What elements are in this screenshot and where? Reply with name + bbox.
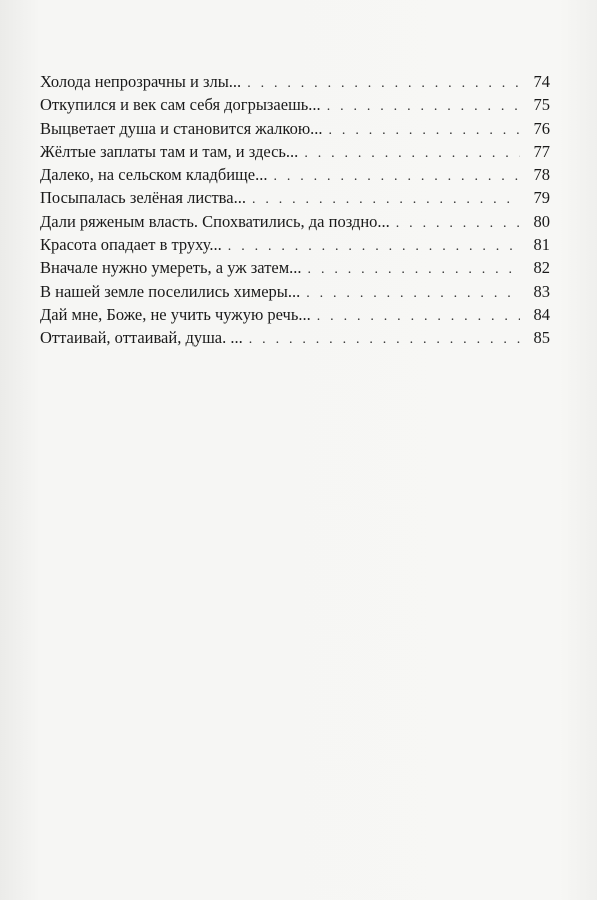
toc-entry-title: В нашей земле поселились химеры... (40, 281, 301, 301)
toc-entry-page: 81 (533, 235, 550, 255)
table-of-contents (40, 70, 550, 350)
toc-entry-page: 83 (533, 281, 550, 301)
dot-leader (228, 235, 520, 258)
toc-entry-title: Холода непрозрачны и злы... (40, 72, 242, 91)
toc-entry-title: Далеко, на сельском кладбище... (40, 165, 268, 185)
toc-entry-title: Оттаивай, оттаивай, душа. ... (40, 328, 243, 348)
toc-entry-page: 78 (533, 165, 550, 185)
toc-entry (40, 70, 550, 93)
toc-entry-page: 76 (533, 118, 550, 138)
dot-leader (317, 305, 520, 328)
toc-entry (40, 233, 550, 256)
toc-entry-title: Дали ряженым власть. Спохватились, да поздно... (40, 211, 390, 231)
toc-entry (40, 163, 550, 186)
dot-leader (247, 72, 520, 95)
dot-leader (308, 258, 520, 281)
dot-leader (252, 188, 520, 211)
toc-entry-page: 74 (533, 72, 550, 91)
toc-entry-title: Выцветает душа и становится жалкою... (40, 118, 323, 138)
toc-entry (40, 117, 550, 140)
toc-entry-title: Жёлтые заплаты там и там, и здесь... (40, 141, 299, 161)
toc-entry-title: Дай мне, Боже, не учить чужую речь... (40, 304, 311, 324)
toc-entry-title: Откупился и век сам себя догрызаешь... (40, 95, 321, 115)
toc-entry (40, 256, 550, 279)
toc-entry (40, 326, 550, 349)
toc-entry-page: 80 (533, 211, 550, 231)
toc-entry-page: 84 (533, 304, 550, 324)
toc-entry-title: Красота опадает в труху... (40, 235, 222, 255)
dot-leader (304, 142, 520, 165)
toc-entry-page: 77 (533, 141, 550, 161)
dot-leader (249, 328, 520, 351)
dot-leader (327, 95, 520, 118)
toc-entry-title: Вначале нужно умереть, а уж затем... (40, 258, 302, 278)
toc-entry (40, 303, 550, 326)
dot-leader (306, 282, 520, 305)
dot-leader (273, 165, 520, 188)
toc-entry (40, 140, 550, 163)
toc-entry-page: 85 (533, 328, 550, 348)
dot-leader (396, 212, 520, 235)
toc-entry (40, 280, 550, 303)
toc-entry (40, 210, 550, 233)
toc-entry (40, 93, 550, 116)
toc-entry-page: 79 (533, 188, 550, 208)
dot-leader (329, 119, 520, 142)
toc-entry (40, 186, 550, 209)
toc-entry-page: 82 (533, 258, 550, 278)
toc-entry-title: Посыпалась зелёная листва... (40, 188, 246, 208)
toc-entry-page: 75 (533, 95, 550, 115)
